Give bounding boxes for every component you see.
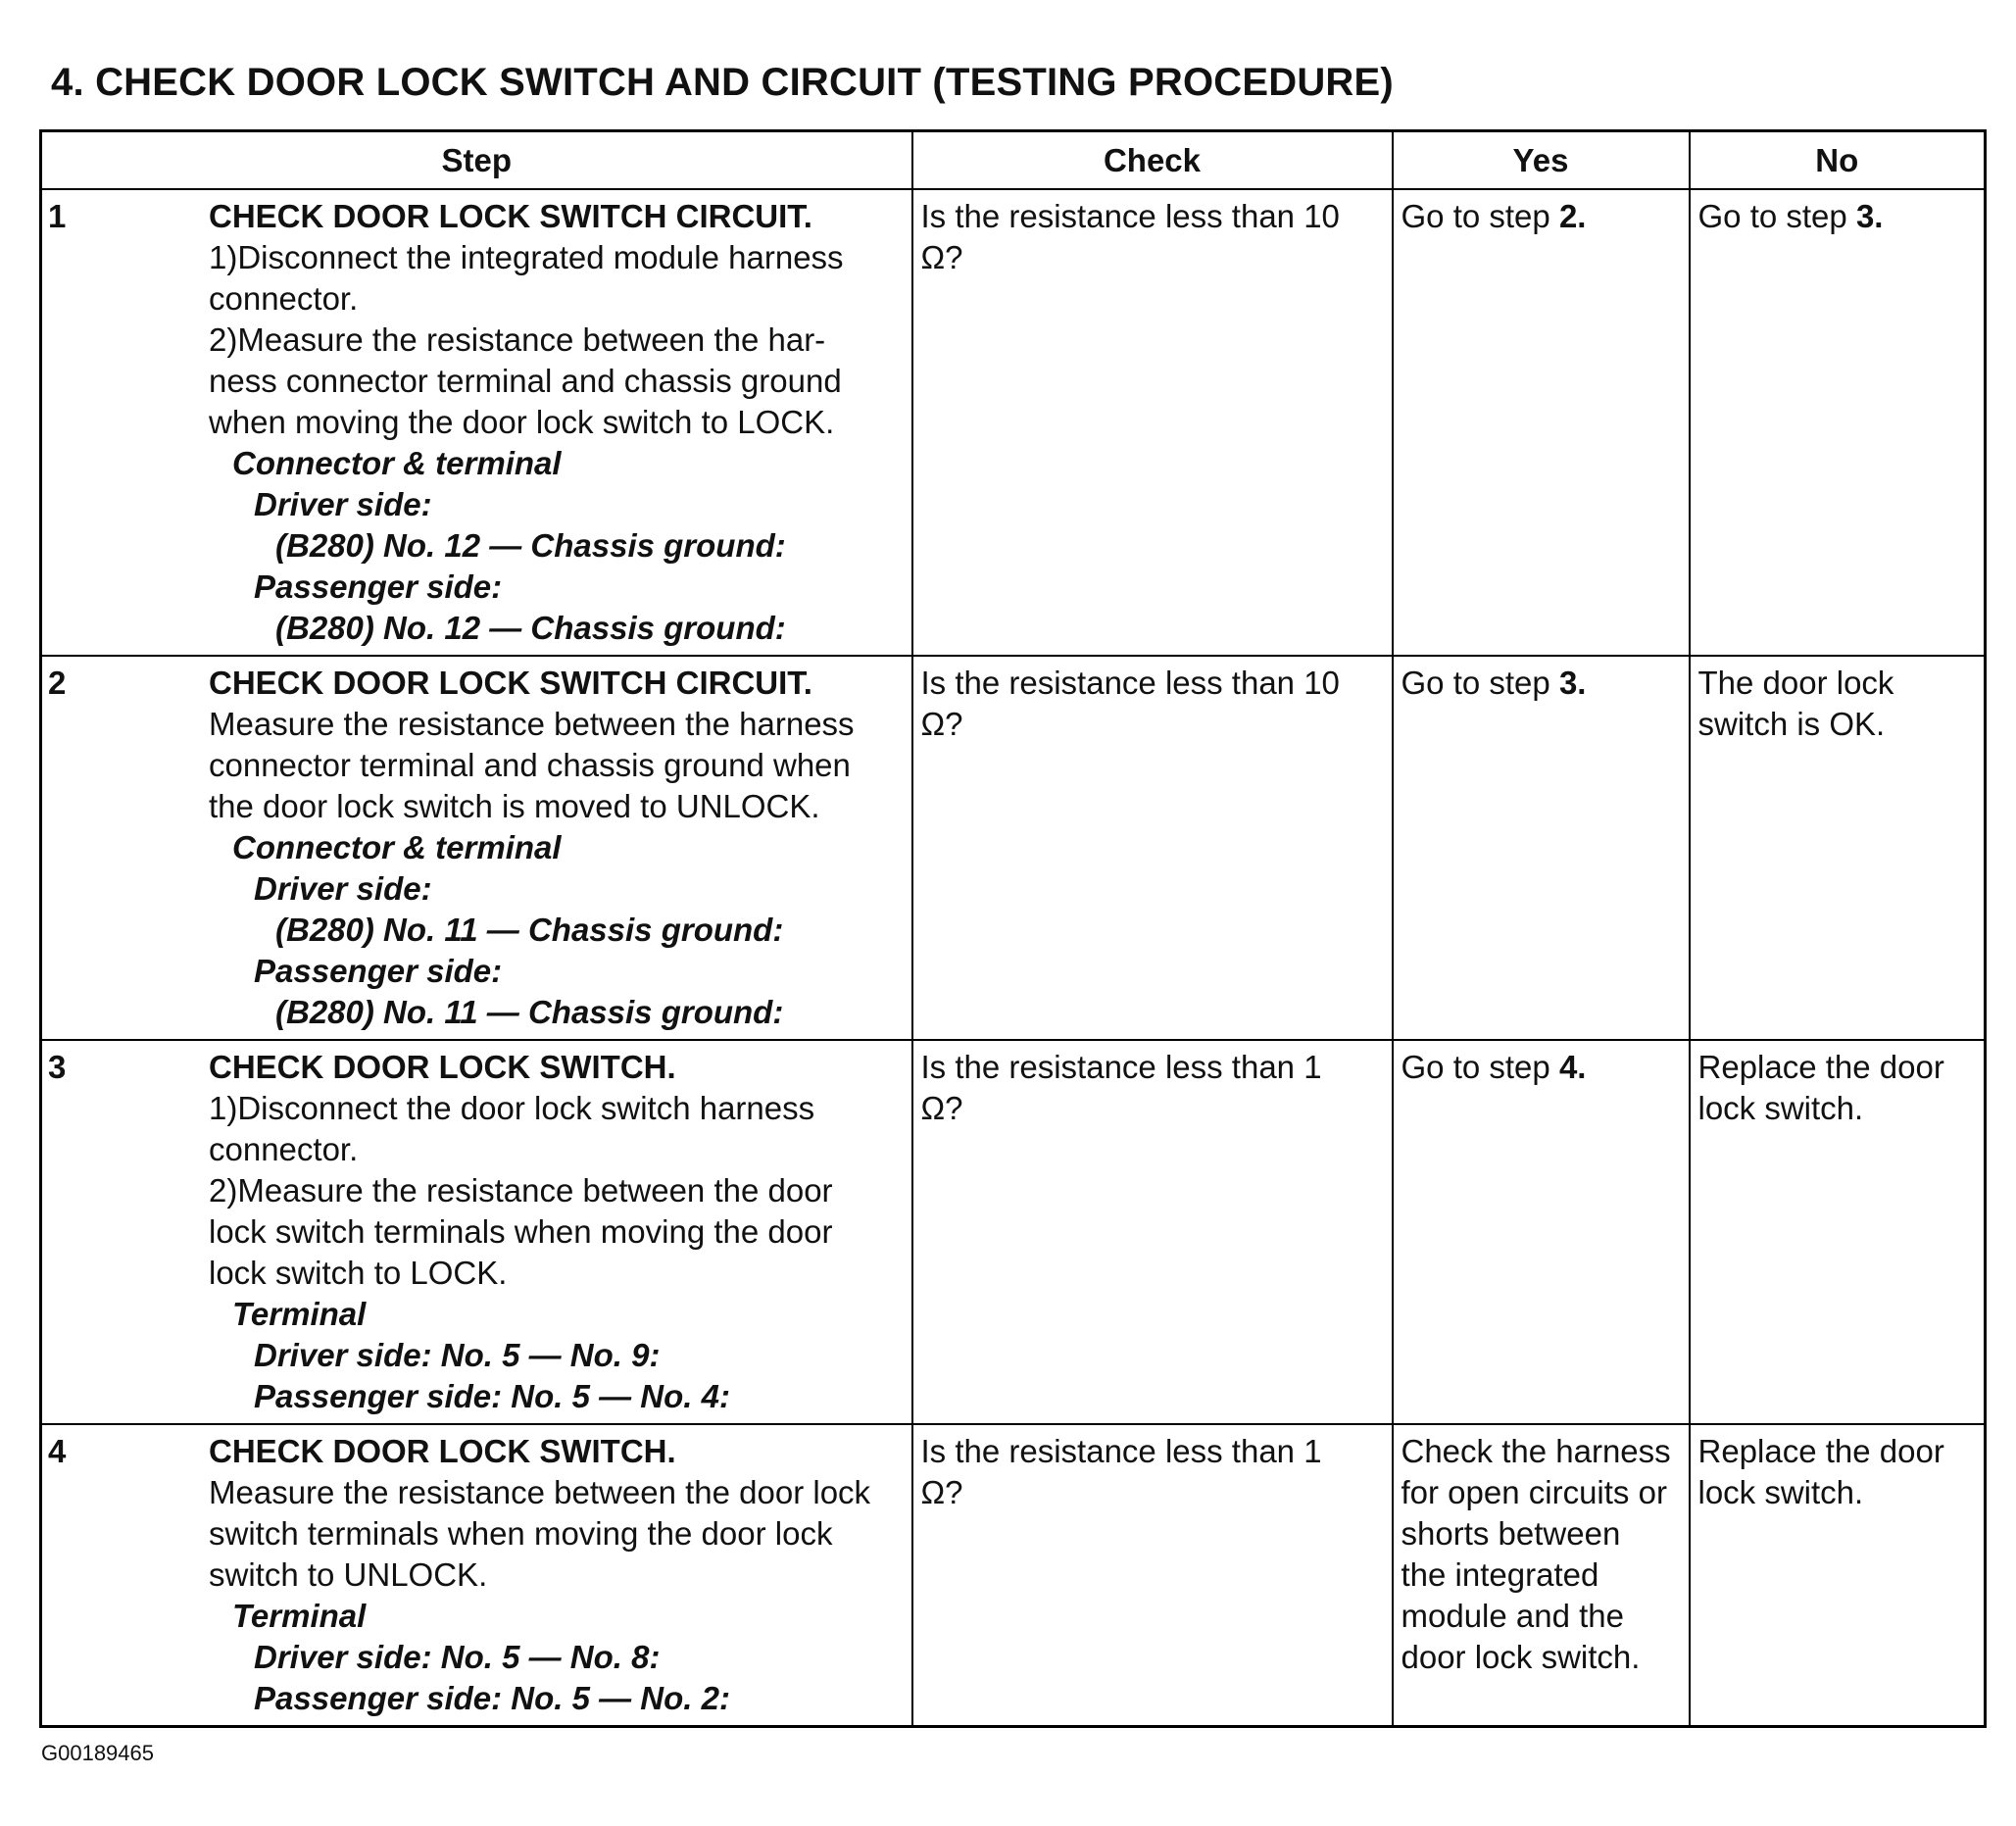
- table-row: [41, 656, 1986, 1040]
- no-cell: [1690, 1040, 1986, 1424]
- step-instruction-line: Measure the resistance between the door lock: [209, 1474, 871, 1510]
- yes-cell: [1393, 656, 1690, 1040]
- step-subheading: Connector & terminal: [232, 829, 562, 865]
- check-line: Ω?: [920, 706, 963, 742]
- step-instruction-line: 1)Disconnect the door lock switch harness: [209, 1090, 815, 1126]
- step-number: 1: [48, 198, 67, 234]
- yes-line: Check the harness: [1401, 1433, 1671, 1469]
- yes-cell: [1393, 189, 1690, 656]
- step-subheading: Connector & terminal: [232, 445, 562, 481]
- step-instruction-line: 1)Disconnect the integrated module harness: [209, 239, 844, 275]
- driver-side-label: Driver side:: [254, 870, 432, 907]
- step-instruction-line: lock switch terminals when moving the door: [209, 1213, 833, 1250]
- header-no: No: [1690, 131, 1986, 190]
- no-text: Go to step: [1697, 198, 1856, 234]
- header-yes: Yes: [1393, 131, 1690, 190]
- step-cell: [41, 189, 912, 656]
- step-heading: CHECK DOOR LOCK SWITCH.: [209, 1049, 676, 1085]
- yes-cell: [1393, 1040, 1690, 1424]
- yes-text: Go to step: [1401, 665, 1559, 701]
- yes-line: for open circuits or: [1401, 1474, 1667, 1510]
- no-cell: [1690, 189, 1986, 656]
- check-cell: [912, 1040, 1393, 1424]
- step-instruction-line: the door lock switch is moved to UNLOCK.: [209, 788, 820, 824]
- driver-side-terminal: (B280) No. 11 — Chassis ground:: [275, 912, 784, 948]
- table-row: [41, 1424, 1986, 1727]
- step-instruction-line: switch to UNLOCK.: [209, 1556, 488, 1593]
- no-cell: [1690, 656, 1986, 1040]
- step-number: 2: [48, 665, 67, 701]
- yes-cell: [1393, 1424, 1690, 1727]
- step-instruction-line: ness connector terminal and chassis ground: [209, 363, 842, 399]
- step-cell: [41, 1424, 912, 1727]
- no-line: lock switch.: [1697, 1090, 1864, 1126]
- no-line: Replace the door: [1697, 1049, 1944, 1085]
- step-cell: [41, 656, 912, 1040]
- check-line: Ω?: [920, 239, 963, 275]
- passenger-side-label: Passenger side:: [254, 953, 503, 989]
- no-cell: [1690, 1424, 1986, 1727]
- step-instruction-line: 2)Measure the resistance between the har-: [209, 321, 826, 358]
- yes-line: the integrated: [1401, 1556, 1599, 1593]
- page-title: 4. CHECK DOOR LOCK SWITCH AND CIRCUIT (TESTING PROCEDURE): [51, 61, 1394, 104]
- no-line: lock switch.: [1697, 1474, 1864, 1510]
- step-instruction-line: 2)Measure the resistance between the door: [209, 1172, 833, 1209]
- yes-step-number: 3.: [1558, 665, 1587, 701]
- driver-side-label: Driver side:: [254, 486, 432, 522]
- yes-step-number: 2.: [1558, 198, 1587, 234]
- step-instruction-line: connector terminal and chassis ground when: [209, 747, 851, 783]
- step-subheading: Terminal: [232, 1296, 367, 1332]
- table-row: [41, 189, 1986, 656]
- check-line: Is the resistance less than 1: [920, 1433, 1322, 1469]
- step-heading: CHECK DOOR LOCK SWITCH CIRCUIT.: [209, 198, 812, 234]
- step-heading: CHECK DOOR LOCK SWITCH.: [209, 1433, 676, 1469]
- table-header-row: [41, 131, 1986, 190]
- check-line: Ω?: [920, 1474, 963, 1510]
- no-line: Replace the door: [1697, 1433, 1944, 1469]
- yes-text: Go to step: [1401, 198, 1559, 234]
- step-instruction-line: when moving the door lock switch to LOCK.: [209, 404, 835, 440]
- driver-side-terminal: Driver side: No. 5 — No. 8:: [254, 1639, 661, 1675]
- check-line: Is the resistance less than 10: [920, 198, 1340, 234]
- yes-line: shorts between: [1401, 1515, 1621, 1552]
- step-instruction-line: connector.: [209, 280, 359, 317]
- check-line: Is the resistance less than 10: [920, 665, 1340, 701]
- step-instruction-line: Measure the resistance between the harness: [209, 706, 855, 742]
- testing-procedure-table: [39, 129, 1987, 1728]
- step-instruction-line: connector.: [209, 1131, 359, 1167]
- step-number: 3: [48, 1049, 67, 1085]
- check-line: Ω?: [920, 1090, 963, 1126]
- driver-side-terminal: Driver side: No. 5 — No. 9:: [254, 1337, 661, 1373]
- step-subheading: Terminal: [232, 1598, 367, 1634]
- yes-line: module and the: [1401, 1598, 1625, 1634]
- passenger-side-terminal: (B280) No. 12 — Chassis ground:: [275, 610, 786, 646]
- check-cell: [912, 656, 1393, 1040]
- step-instruction-line: switch terminals when moving the door lock: [209, 1515, 833, 1552]
- check-cell: [912, 189, 1393, 656]
- step-number: 4: [48, 1433, 67, 1469]
- passenger-side-label: Passenger side:: [254, 568, 503, 605]
- header-step: Step: [41, 131, 912, 190]
- no-line: The door lock: [1697, 665, 1894, 701]
- driver-side-terminal: (B280) No. 12 — Chassis ground:: [275, 527, 786, 564]
- passenger-side-terminal: (B280) No. 11 — Chassis ground:: [275, 994, 784, 1030]
- check-line: Is the resistance less than 1: [920, 1049, 1322, 1085]
- yes-line: door lock switch.: [1401, 1639, 1641, 1675]
- table-row: [41, 1040, 1986, 1424]
- no-line: switch is OK.: [1697, 706, 1886, 742]
- passenger-side-terminal: Passenger side: No. 5 — No. 2:: [254, 1680, 730, 1716]
- step-instruction-line: lock switch to LOCK.: [209, 1255, 508, 1291]
- yes-step-number: 4.: [1558, 1049, 1587, 1085]
- step-cell: [41, 1040, 912, 1424]
- step-heading: CHECK DOOR LOCK SWITCH CIRCUIT.: [209, 665, 812, 701]
- header-check: Check: [912, 131, 1393, 190]
- check-cell: [912, 1424, 1393, 1727]
- yes-text: Go to step: [1401, 1049, 1559, 1085]
- no-step-number: 3.: [1855, 198, 1884, 234]
- passenger-side-terminal: Passenger side: No. 5 — No. 4:: [254, 1378, 730, 1414]
- figure-id-label: G00189465: [41, 1741, 154, 1765]
